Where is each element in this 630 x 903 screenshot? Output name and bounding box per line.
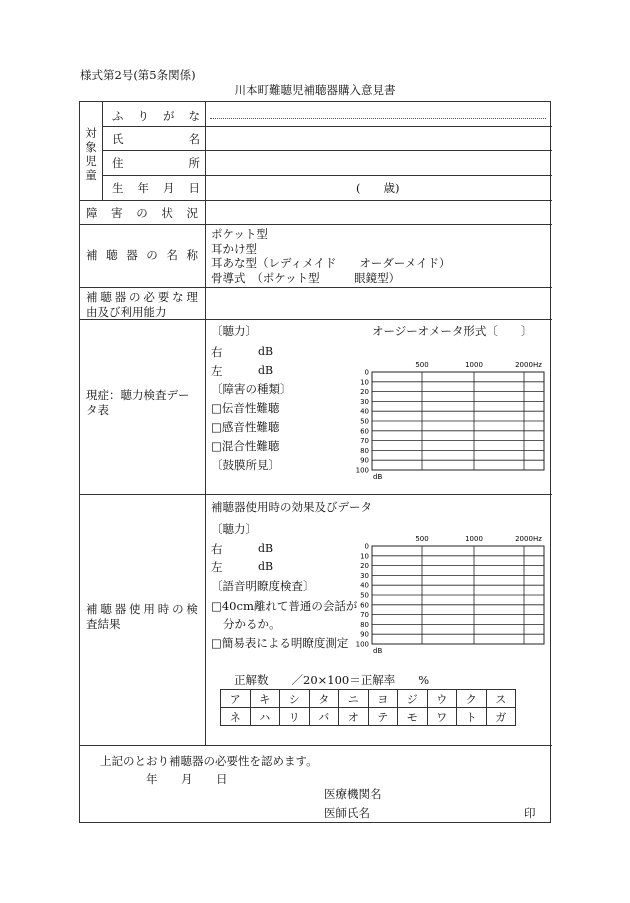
audiogram-level-label: 0 — [364, 368, 369, 377]
audiogram-level-label: 40 — [360, 407, 369, 416]
device-name-label: 補 聴 器 の 名 称 — [86, 248, 198, 262]
kana-speech-table — [220, 689, 516, 726]
audiogram-unit-label: dB — [373, 473, 383, 481]
simple-table-checkbox[interactable]: □簡易表による明瞭度測定 — [211, 636, 349, 650]
audiogram-level-label: 50 — [360, 417, 369, 426]
aided-right-unit: dB — [258, 542, 274, 555]
aided-heading: 補聴器使用時の効果及びデータ — [211, 500, 372, 514]
audiogram-level-label: 50 — [360, 591, 369, 600]
score-line: 正解数 ／20×100＝正解率 % — [234, 673, 430, 687]
kana-cell: バ — [309, 708, 339, 726]
kana-cell: キ — [250, 690, 280, 708]
audiogram-freq-label: 2000 — [515, 361, 533, 369]
cert-day: 日 — [216, 772, 228, 786]
kana-cell: ヨ — [368, 690, 398, 708]
audiogram-freq-label: Hz — [533, 535, 542, 543]
device-option-behind-ear: 耳かけ型 — [211, 241, 257, 256]
audiogram-aided — [350, 526, 550, 656]
audiogram-level-label: 100 — [355, 466, 369, 475]
audiogram-freq-label: 1000 — [465, 535, 483, 543]
kana-cell: ハ — [250, 708, 280, 726]
audiogram-freq-label: 500 — [415, 535, 429, 543]
audiogram-level-label: 60 — [360, 427, 369, 436]
kana-row — [221, 690, 516, 708]
kana-cell: ト — [457, 708, 487, 726]
kana-cell: ワ — [427, 708, 457, 726]
audiogram-freq-label: 2000 — [515, 535, 533, 543]
aided-right-label: 右 — [211, 542, 223, 556]
kana-cell: ジ — [398, 690, 428, 708]
aided-result-label-line2: 査結果 — [86, 617, 121, 631]
eardrum-findings: 〔鼓膜所見〕 — [211, 458, 280, 472]
kana-cell: テ — [368, 708, 398, 726]
audiogram-level-label: 90 — [360, 456, 369, 465]
audiogram-current — [350, 352, 550, 482]
current-condition-label — [86, 388, 190, 418]
audiogram-level-label: 30 — [360, 571, 369, 580]
age-field: ( 歳) — [356, 181, 400, 195]
audiogram-level-label: 90 — [360, 630, 369, 639]
kana-row — [221, 708, 516, 726]
device-options — [211, 227, 451, 285]
seal-mark: 印 — [524, 806, 536, 820]
cert-year: 年 — [146, 772, 158, 786]
child-section-label: 対象児童 — [85, 126, 97, 182]
disability-type-heading: 〔障害の種類〕 — [211, 382, 292, 396]
audiogram-level-label: 10 — [360, 552, 369, 561]
aided-result-label — [86, 602, 198, 632]
kana-cell: リ — [280, 708, 310, 726]
conversation-40cm-line2: 分かるか。 — [223, 617, 281, 631]
aided-hearing-heading: 〔聴力〕 — [211, 522, 257, 536]
type-conductive-checkbox[interactable]: □伝音性難聴 — [211, 401, 280, 415]
kana-cell: ス — [486, 690, 516, 708]
device-option-bone: 骨導式 （ポケット型 眼鏡型） — [211, 270, 401, 285]
aided-left-label: 左 — [211, 560, 223, 574]
current-left-label: 左 — [211, 364, 223, 378]
kana-cell: ニ — [339, 690, 369, 708]
aided-left-unit: dB — [258, 560, 274, 573]
name-label: 氏 名 — [112, 132, 200, 146]
form-number: 様式第2号(第5条関係) — [80, 68, 196, 82]
audiogram-freq-label: 1000 — [465, 361, 483, 369]
current-condition-label-line1: 現症：聴力検査デー — [86, 388, 190, 402]
aided-result-label-line1: 補 聴 器 使 用 時 の 検 — [86, 602, 198, 616]
audiogram-grid — [350, 526, 550, 656]
kana-cell: ア — [221, 690, 251, 708]
device-option-pocket: ポケット型 — [211, 227, 268, 241]
address-label: 住 所 — [112, 156, 200, 170]
device-option-in-ear: 耳あな型（レディメイド オーダーメイド） — [211, 256, 451, 270]
audiogram-grid — [350, 352, 550, 482]
institution-label: 医療機関名 — [324, 787, 382, 801]
cert-month: 月 — [181, 772, 193, 786]
kana-cell: シ — [280, 690, 310, 708]
kana-cell: オ — [339, 708, 369, 726]
current-right-label: 右 — [211, 345, 223, 359]
reason-label-line1: 補 聴 器 の 必 要 な 理 — [86, 290, 198, 304]
kana-cell: モ — [398, 708, 428, 726]
speech-test-heading: 〔語音明瞭度検査〕 — [211, 579, 315, 593]
kana-cell: タ — [309, 690, 339, 708]
audiogram-level-label: 70 — [360, 437, 369, 446]
doctor-name-label: 医師氏名 — [324, 806, 370, 820]
disability-label: 障 害 の 状 況 — [86, 206, 198, 220]
birthdate-label: 生 年 月 日 — [112, 181, 200, 195]
document-title: 川本町難聴児補聴器購入意見書 — [234, 83, 396, 97]
kana-cell: ウ — [427, 690, 457, 708]
audiogram-level-label: 60 — [360, 601, 369, 610]
audiogram-level-label: 40 — [360, 581, 369, 590]
type-mixed-checkbox[interactable]: □混合性難聴 — [211, 439, 280, 453]
current-left-unit: dB — [258, 364, 274, 377]
audiogram-level-label: 0 — [364, 542, 369, 551]
audiogram-level-label: 80 — [360, 446, 369, 455]
type-sensorineural-checkbox[interactable]: □感音性難聴 — [211, 420, 280, 434]
audiogram-level-label: 100 — [355, 640, 369, 649]
current-right-unit: dB — [258, 345, 274, 358]
kana-cell: ネ — [221, 708, 251, 726]
audiogram-level-label: 20 — [360, 562, 369, 571]
audiogram-level-label: 70 — [360, 611, 369, 620]
current-condition-label-line2: タ表 — [86, 403, 109, 417]
audiometer-type: オージーオメータ形式〔 〕 — [372, 324, 533, 338]
audiogram-level-label: 10 — [360, 378, 369, 387]
audiogram-level-label: 20 — [360, 388, 369, 397]
opinion-form-table — [79, 101, 551, 823]
kana-cell: ガ — [486, 708, 516, 726]
furigana-label: ふ り が な — [112, 109, 200, 123]
audiogram-freq-label: Hz — [533, 361, 542, 369]
audiogram-level-label: 30 — [360, 397, 369, 406]
audiogram-level-label: 80 — [360, 620, 369, 629]
reason-label — [86, 290, 198, 320]
certification-statement: 上記のとおり補聴器の必要性を認めます。 — [100, 754, 318, 768]
audiogram-unit-label: dB — [373, 647, 383, 655]
reason-label-line2: 由及び利用能力 — [86, 305, 167, 319]
audiogram-freq-label: 500 — [415, 361, 429, 369]
current-hearing-heading: 〔聴力〕 — [211, 324, 257, 338]
kana-cell: ク — [457, 690, 487, 708]
conversation-40cm-checkbox[interactable]: □40cm離れて普通の会話が — [211, 599, 358, 613]
